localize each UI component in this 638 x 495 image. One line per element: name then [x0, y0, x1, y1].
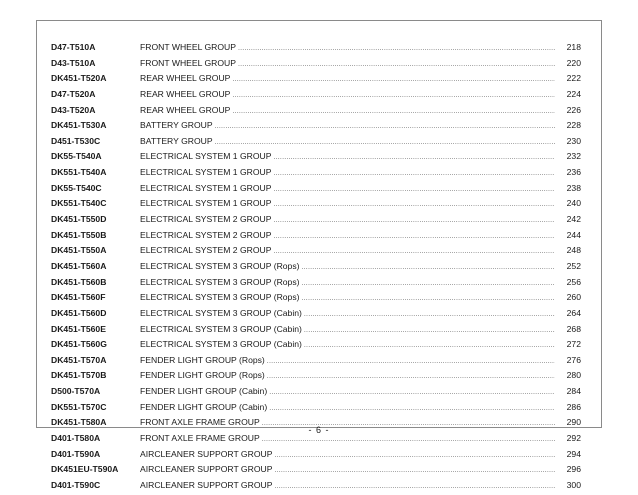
toc-row-page-number: 230 [566, 135, 581, 146]
toc-row-dot-leader [232, 72, 555, 88]
toc-row[interactable] [51, 181, 581, 197]
toc-row-dot-leader [274, 479, 555, 495]
toc-row[interactable] [51, 87, 581, 103]
toc-row-page-number: 284 [566, 386, 581, 397]
toc-row-dot-leader [269, 385, 555, 401]
toc-row-page-number: 280 [566, 370, 581, 381]
toc-row-page-number: 256 [566, 276, 581, 287]
toc-row-title: ELECTRICAL SYSTEM 2 GROUP [140, 245, 272, 256]
toc-row-code: D401-T580A [51, 433, 101, 444]
toc-row-title: ELECTRICAL SYSTEM 3 GROUP (Cabin) [140, 339, 302, 350]
toc-row-title: ELECTRICAL SYSTEM 1 GROUP [140, 198, 272, 209]
toc-row-title: FRONT WHEEL GROUP [140, 42, 236, 52]
toc-row-code: DK451-T520A [51, 73, 107, 84]
toc-row-page-number: 248 [566, 245, 581, 256]
toc-row-code: DK451-T560E [51, 323, 106, 334]
toc-row-title: BATTERY GROUP [140, 135, 213, 146]
toc-row-dot-leader [304, 323, 555, 339]
toc-row-dot-leader [302, 291, 555, 307]
toc-row[interactable] [51, 337, 581, 353]
toc-row-dot-leader [302, 276, 555, 292]
toc-row-code: DK451-T550D [51, 214, 107, 225]
toc-row-title: ELECTRICAL SYSTEM 1 GROUP [140, 182, 272, 193]
toc-row[interactable] [51, 40, 581, 56]
toc-row-code: DK451-T550B [51, 229, 107, 240]
toc-row-title: REAR WHEEL GROUP [140, 73, 231, 84]
toc-row-code: DK451-T530A [51, 120, 107, 131]
toc-row-code: D500-T570A [51, 386, 101, 397]
toc-row-dot-leader [238, 57, 555, 73]
toc-row-dot-leader [273, 229, 555, 245]
toc-row-page-number: 300 [566, 479, 581, 490]
toc-row-page-number: 218 [566, 42, 581, 52]
toc-row-code: DK451-T570A [51, 354, 107, 365]
toc-row-title: ELECTRICAL SYSTEM 1 GROUP [140, 167, 272, 178]
toc-row-code: DK451EU-T590A [51, 464, 119, 475]
toc-row-page-number: 292 [566, 433, 581, 444]
toc-row[interactable] [51, 478, 581, 494]
toc-row-page-number: 290 [566, 417, 581, 428]
toc-row-code: D43-T510A [51, 57, 96, 68]
toc-row-title: REAR WHEEL GROUP [140, 104, 231, 115]
toc-row[interactable] [51, 322, 581, 338]
toc-row[interactable] [51, 196, 581, 212]
toc-row-code: DK551-T540C [51, 198, 107, 209]
toc-row[interactable] [51, 56, 581, 72]
toc-row[interactable] [51, 103, 581, 119]
toc-row-dot-leader [274, 463, 555, 479]
toc-row-page-number: 242 [566, 214, 581, 225]
toc-row-code: D43-T520A [51, 104, 96, 115]
toc-row-dot-leader [267, 369, 555, 385]
toc-row-code: D47-T520A [51, 88, 96, 99]
toc-row-page-number: 244 [566, 229, 581, 240]
toc-row-code: D451-T530C [51, 135, 101, 146]
toc-row[interactable] [51, 149, 581, 165]
toc-row-title: ELECTRICAL SYSTEM 3 GROUP (Cabin) [140, 307, 302, 318]
toc-row-dot-leader [304, 338, 555, 354]
toc-row-code: D401-T590C [51, 479, 101, 490]
toc-row-dot-leader [273, 244, 555, 260]
toc-row-page-number: 236 [566, 167, 581, 178]
toc-row-code: DK451-T550A [51, 245, 107, 256]
toc-row-page-number: 222 [566, 73, 581, 84]
toc-row-title: ELECTRICAL SYSTEM 3 GROUP (Cabin) [140, 323, 302, 334]
toc-row-page-number: 228 [566, 120, 581, 131]
toc-row-title: AIRCLEANER SUPPORT GROUP [140, 464, 273, 475]
toc-row-code: DK451-T580A [51, 417, 107, 428]
toc-row-dot-leader [215, 135, 555, 151]
toc-row-title: ELECTRICAL SYSTEM 2 GROUP [140, 229, 272, 240]
toc-row-title: AIRCLEANER SUPPORT GROUP [140, 448, 273, 459]
toc-row-dot-leader [238, 41, 555, 57]
toc-row-title: FRONT WHEEL GROUP [140, 57, 236, 68]
toc-row[interactable] [51, 71, 581, 87]
toc-row-page-number: 276 [566, 354, 581, 365]
toc-row-title: ELECTRICAL SYSTEM 1 GROUP [140, 151, 272, 162]
toc-row-page-number: 260 [566, 292, 581, 303]
toc-row-dot-leader [269, 401, 555, 417]
toc-row-page-number: 232 [566, 151, 581, 162]
toc-row-page-number: 240 [566, 198, 581, 209]
toc-row[interactable] [51, 290, 581, 306]
toc-row-code: DK451-T560G [51, 339, 107, 350]
toc-row-title: ELECTRICAL SYSTEM 3 GROUP (Rops) [140, 260, 300, 271]
toc-row-title: AIRCLEANER SUPPORT GROUP [140, 479, 273, 490]
toc-row-title: FENDER LIGHT GROUP (Rops) [140, 370, 265, 381]
toc-row-page-number: 296 [566, 464, 581, 475]
toc-row-dot-leader [273, 182, 555, 198]
toc-row-code: DK451-T560F [51, 292, 106, 303]
toc-row-page-number: 294 [566, 448, 581, 459]
toc-row-dot-leader [267, 354, 555, 370]
toc-row[interactable] [51, 400, 581, 416]
toc-row-code: DK551-T540A [51, 167, 107, 178]
toc-row-page-number: 264 [566, 307, 581, 318]
toc-row-dot-leader [215, 119, 555, 135]
toc-row[interactable] [51, 118, 581, 134]
toc-row[interactable] [51, 368, 581, 384]
page-footer-number: - 6 - [308, 425, 330, 435]
toc-row[interactable] [51, 306, 581, 322]
toc-row-title: FENDER LIGHT GROUP (Cabin) [140, 386, 268, 397]
toc-row-code: DK451-T560B [51, 276, 107, 287]
toc-row[interactable] [51, 228, 581, 244]
toc-row[interactable] [51, 212, 581, 228]
toc-row-dot-leader [304, 307, 555, 323]
toc-row-title: FRONT AXLE FRAME GROUP [140, 433, 260, 444]
toc-row-page-number: 272 [566, 339, 581, 350]
toc-row[interactable] [51, 447, 581, 463]
toc-row-title: REAR WHEEL GROUP [140, 88, 231, 99]
toc-row-dot-leader [232, 104, 555, 120]
toc-row-title: BATTERY GROUP [140, 120, 213, 131]
toc-row-dot-leader [302, 260, 555, 276]
toc-row[interactable] [51, 353, 581, 369]
toc-row-code: D47-T510A [51, 42, 96, 52]
toc-row[interactable] [51, 259, 581, 275]
toc-row-dot-leader [273, 150, 555, 166]
toc-row-code: DK451-T560A [51, 260, 107, 271]
toc-row-page-number: 220 [566, 57, 581, 68]
toc-row-dot-leader [274, 448, 555, 464]
toc-row[interactable] [51, 165, 581, 181]
toc-row[interactable] [51, 462, 581, 478]
toc-row-dot-leader [273, 213, 555, 229]
toc-row-title: ELECTRICAL SYSTEM 3 GROUP (Rops) [140, 276, 300, 287]
toc-row-code: DK55-T540A [51, 151, 102, 162]
toc-row-code: DK55-T540C [51, 182, 102, 193]
toc-row[interactable] [51, 243, 581, 259]
toc-row[interactable] [51, 384, 581, 400]
toc-row-title: FENDER LIGHT GROUP (Rops) [140, 354, 265, 365]
toc-row-title: ELECTRICAL SYSTEM 3 GROUP (Rops) [140, 292, 300, 303]
toc-row-title: FRONT AXLE FRAME GROUP [140, 417, 260, 428]
toc-row-page-number: 268 [566, 323, 581, 334]
toc-row-title: ELECTRICAL SYSTEM 2 GROUP [140, 214, 272, 225]
toc-row-title: FENDER LIGHT GROUP (Cabin) [140, 401, 268, 412]
toc-row-page-number: 252 [566, 260, 581, 271]
toc-row-code: DK451-T570B [51, 370, 107, 381]
toc-row-page-number: 286 [566, 401, 581, 412]
toc-row[interactable] [51, 134, 581, 150]
toc-row-dot-leader [232, 88, 555, 104]
toc-row-page-number: 238 [566, 182, 581, 193]
toc-row-dot-leader [273, 166, 555, 182]
toc-row-page-number: 224 [566, 88, 581, 99]
toc-row[interactable] [51, 275, 581, 291]
toc-row-code: DK451-T560D [51, 307, 107, 318]
toc-row-code: D401-T590A [51, 448, 101, 459]
toc-row-page-number: 226 [566, 104, 581, 115]
toc-row-code: DK551-T570C [51, 401, 107, 412]
toc-row-dot-leader [273, 197, 555, 213]
